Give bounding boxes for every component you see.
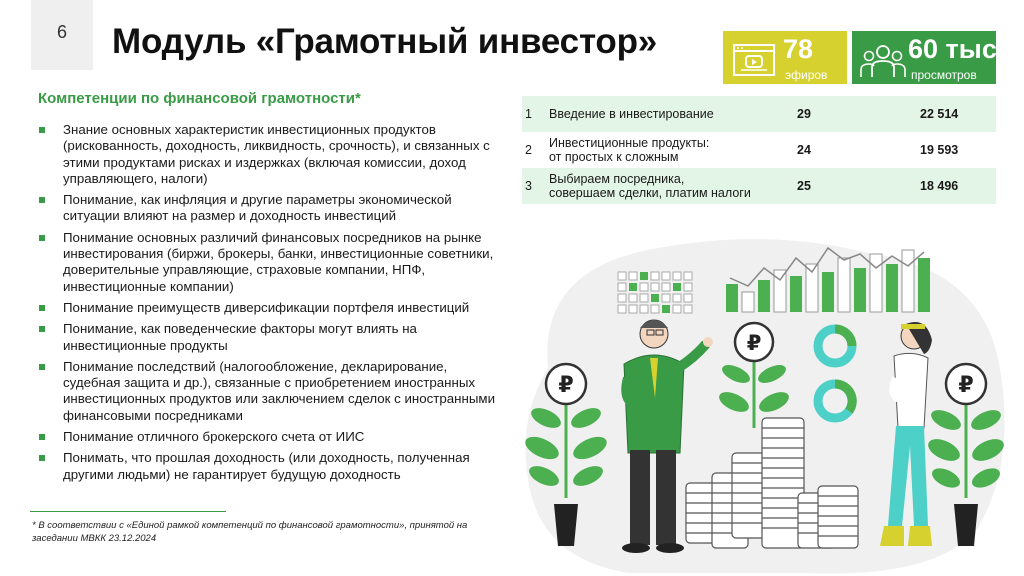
course-number: 1 — [525, 107, 532, 121]
competency-item — [38, 192, 506, 225]
competency-item — [38, 450, 506, 483]
table-row — [522, 132, 996, 168]
course-broadcasts: 25 — [797, 179, 811, 193]
competency-text: Понимание отличного брокерского счета от ИИС — [63, 429, 365, 445]
bullet-square-icon — [39, 305, 45, 311]
page-title: Модуль «Грамотный инвестор» — [112, 22, 658, 61]
competency-text: Понимание преимуществ диверсификации портфеля инвестиций — [63, 299, 470, 315]
broadcasts-stat — [723, 31, 847, 84]
ruble-symbol: ₽ — [558, 373, 574, 398]
competency-item — [38, 300, 506, 316]
video-player-icon — [729, 39, 779, 81]
bullet-square-icon — [39, 197, 45, 203]
competency-text: Знание основных характеристик инвестиционных продуктов (рискованность, доходность, ликвидность, срочность), и связанных с этими продуктами рисках и издержках (включая комиссии, доход управляющего, налоги) — [63, 122, 490, 186]
broadcasts-value: 78 — [783, 34, 814, 64]
ruble-symbol: ₽ — [958, 373, 974, 398]
competency-text: Понимание основных различий финансовых посредников на рынке инвестирования (биржи, брокеры, банки, инвестиционные советники, доверительные управляющие, страховые компании, НПФ, инвестиционные компании) — [63, 229, 494, 294]
bullet-square-icon — [39, 455, 45, 461]
course-views: 18 496 — [920, 179, 959, 193]
page-number-box — [31, 0, 93, 70]
competency-text: Понимание, как поведенческие факторы могут влиять на инвестиционные продукты — [63, 321, 417, 353]
course-name-line: Введение в инвестирование — [549, 107, 714, 121]
bullet-square-icon — [39, 127, 45, 133]
competencies-list — [38, 122, 506, 488]
competency-item — [38, 429, 506, 445]
bullet-square-icon — [39, 326, 45, 332]
course-name — [546, 132, 781, 168]
broadcasts-unit: эфиров — [785, 68, 828, 82]
course-views: 19 593 — [920, 143, 959, 157]
competency-item — [38, 230, 506, 295]
course-name-line: от простых к сложным — [549, 150, 679, 164]
audience-icon — [858, 39, 908, 81]
course-broadcasts: 24 — [797, 143, 811, 157]
course-name-line: совершаем сделки, платим налоги — [549, 186, 751, 200]
footnote: * В соответствии с «Единой рамкой компетенций по финансовой грамотности», принятой на заседании МВКК 23.12.2024 — [32, 520, 468, 544]
course-name — [546, 96, 781, 132]
course-broadcasts: 29 — [797, 107, 811, 121]
competency-item — [38, 359, 506, 424]
bullet-square-icon — [39, 434, 45, 440]
competency-text: Понимать, что прошлая доходность (или доходность, полученная другими людьми) не гарантирует будущую доходность — [63, 450, 470, 482]
course-name-line: Инвестиционные продукты: — [549, 136, 710, 150]
course-name — [546, 168, 781, 204]
table-row — [522, 168, 996, 204]
views-stat — [852, 31, 1005, 84]
course-number: 2 — [525, 143, 532, 157]
competencies-heading: Компетенции по финансовой грамотности* — [38, 90, 361, 107]
competency-item — [38, 122, 506, 187]
views-value: 60 тыс. — [908, 34, 1005, 64]
course-views: 22 514 — [920, 107, 959, 121]
course-number: 3 — [525, 179, 532, 193]
competency-text: Понимание последствий (налогообложение, декларирование, судебная защита и др.), связанные с приобретением иностранных инвестиционных продуктов или заключением сделок с иностранными финансовыми посредниками — [63, 358, 495, 423]
page-number: 6 — [56, 22, 67, 42]
bullet-square-icon — [39, 364, 45, 370]
investment-illustration — [508, 228, 1024, 576]
competency-item — [38, 321, 506, 354]
footnote-divider — [30, 511, 226, 512]
views-unit: просмотров — [911, 68, 977, 82]
courses-table — [522, 96, 996, 204]
bullet-square-icon — [39, 235, 45, 241]
table-row — [522, 96, 996, 132]
ruble-symbol: ₽ — [746, 331, 762, 355]
competency-text: Понимание, как инфляция и другие параметры экономической ситуации влияют на размер и доходность инвестиций — [63, 192, 452, 224]
course-name-line: Выбираем посредника, — [549, 172, 685, 186]
